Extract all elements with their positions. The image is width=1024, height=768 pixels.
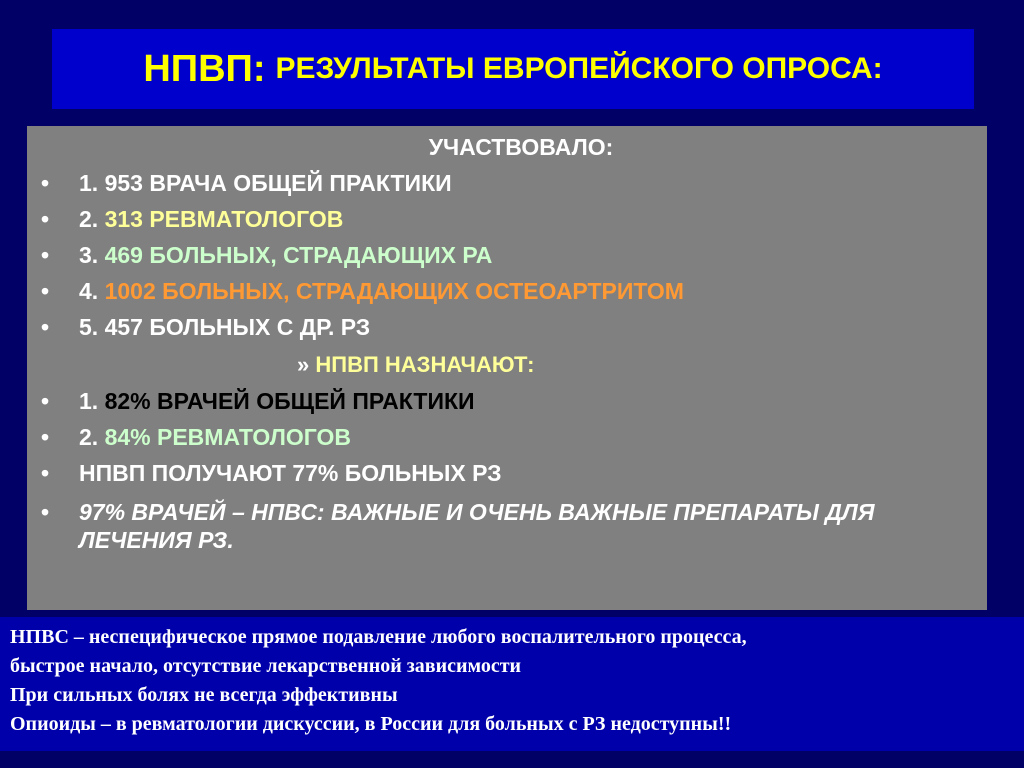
participated-heading: УЧАСТВОВАЛО: [428, 134, 614, 160]
item-text: 1002 БОЛЬНЫХ, СТРАДАЮЩИХ ОСТЕОАРТРИТОМ [104, 278, 684, 304]
title-sub: РЕЗУЛЬТАТЫ ЕВРОПЕЙСКОГО ОПРОСА: [275, 52, 883, 85]
item-text: 313 РЕВМАТОЛОГОВ [104, 206, 344, 232]
list-item [39, 278, 975, 305]
item-prefix: 1. 953 [79, 170, 143, 196]
item-text: 82% ВРАЧЕЙ ОБЩЕЙ ПРАКТИКИ [104, 388, 475, 414]
item-text: 469 БОЛЬНЫХ, СТРАДАЮЩИХ РА [104, 242, 493, 268]
bullet-icon: • [41, 499, 50, 525]
survey-panel [27, 126, 987, 610]
list-item [39, 206, 975, 233]
item-text: 84% РЕВМАТОЛОГОВ [104, 424, 351, 450]
item-prefix: 2. [79, 424, 99, 450]
bullet-icon: • [41, 278, 50, 304]
prescribe-label: НПВП НАЗНАЧАЮТ: [315, 352, 535, 377]
item-prefix: 3. [79, 242, 99, 268]
item-text: НПВП ПОЛУЧАЮТ 77% БОЛЬНЫХ РЗ [79, 460, 502, 486]
footer-line: НПВС – неспецифическое прямое подавление любого воспалительного процесса, [10, 626, 747, 648]
bullet-icon: • [41, 424, 50, 450]
bullet-icon: • [41, 388, 50, 414]
footer-line: При сильных болях не всегда эффективны [10, 684, 398, 706]
chevron-right-icon: » [297, 352, 310, 377]
footer-line: быстрое начало, отсутствие лекарственной зависимости [10, 655, 522, 677]
title-main: НПВП: [143, 47, 266, 90]
footer-notes [0, 617, 1024, 751]
item-text: ВРАЧА ОБЩЕЙ ПРАКТИКИ [149, 170, 452, 196]
list-item [39, 498, 975, 554]
footer-line: Опиоиды – в ревматологии дискуссии, в России для больных с РЗ недоступны!! [10, 713, 732, 735]
item-prefix: 4. [79, 278, 99, 304]
title-banner [52, 29, 974, 109]
bullet-icon: • [41, 242, 50, 268]
prescribe-heading [297, 352, 535, 378]
list-item [39, 242, 975, 269]
list-item [39, 388, 975, 415]
item-text: 97% ВРАЧЕЙ – НПВС: ВАЖНЫЕ И ОЧЕНЬ ВАЖНЫЕ ПРЕПАРАТЫ ДЛЯ ЛЕЧЕНИЯ РЗ. [79, 499, 875, 553]
list-item [39, 424, 975, 451]
list-item [39, 314, 975, 341]
item-text: 5. 457 БОЛЬНЫХ С ДР. РЗ [79, 314, 371, 340]
list-item [39, 460, 975, 487]
bullet-icon: • [41, 206, 50, 232]
item-prefix: 1. [79, 388, 99, 414]
item-prefix: 2. [79, 206, 99, 232]
bullet-icon: • [41, 314, 50, 340]
bullet-icon: • [41, 170, 50, 196]
bullet-icon: • [41, 460, 50, 486]
list-item [39, 170, 975, 197]
